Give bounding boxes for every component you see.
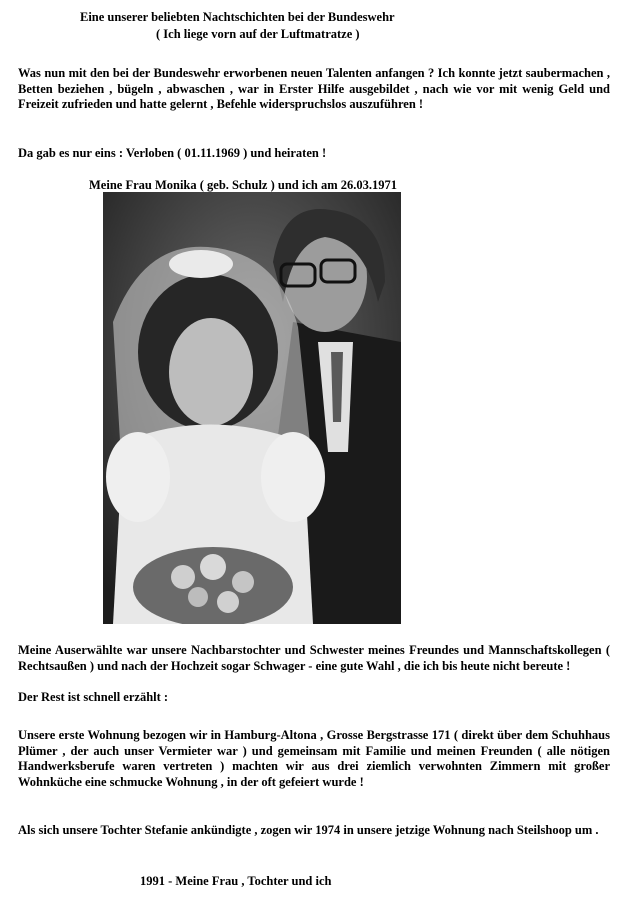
intro-paragraph: Was nun mit den bei der Bundeswehr erworbenen neuen Talenten anfangen ? Ich konnte jetzt saubermachen , Betten beziehen , bügeln , abwaschen , war in Erster Hilfe ausgebildet , nach wie vor mit wenig Geld und Freizeit zufrieden und hatte gelernt , Befehle widerspruchslos auszuführen ! (18, 66, 610, 111)
wedding-photo (103, 192, 401, 624)
footer-caption: 1991 - Meine Frau , Tochter und ich (140, 874, 332, 888)
story-paragraph-3: Als sich unsere Tochter Stefanie ankündigte , zogen wir 1974 in unsere jetzige Wohnung nach Steilshoop um . (18, 823, 599, 837)
story-paragraph-1: Meine Auserwählte war unsere Nachbarstochter und Schwester meines Freundes und Mannschaftskollegen ( Rechtsaußen ) und nach der Hochzeit sogar Schwager - eine gute Wahl , die ich bis heute nicht bereute ! (18, 643, 610, 673)
story-paragraph-1b: Der Rest ist schnell erzählt : (18, 690, 169, 704)
photo-caption: Meine Frau Monika ( geb. Schulz ) und ich am 26.03.1971 (89, 178, 397, 192)
header-line-1: Eine unserer beliebten Nachtschichten bei der Bundeswehr (80, 10, 395, 24)
story-paragraph-2: Unsere erste Wohnung bezogen wir in Hamburg-Altona , Grosse Bergstrasse 171 ( direkt über dem Schuhhaus Plümer , der auch unser Vermieter war ) und gemeinsam mit Familie und meinen Freunden ( alle nötigen Handwerksberufe waren vertreten ) machten wir aus drei ziemlich verwohnten Zimmern mit großer Wohnküche eine schmucke Wohnung , in der oft gefeiert wurde ! (18, 728, 610, 789)
header-line-2: ( Ich liege vorn auf der Luftmatratze ) (156, 27, 360, 41)
engagement-line: Da gab es nur eins : Verloben ( 01.11.1969 ) und heiraten ! (18, 146, 327, 160)
